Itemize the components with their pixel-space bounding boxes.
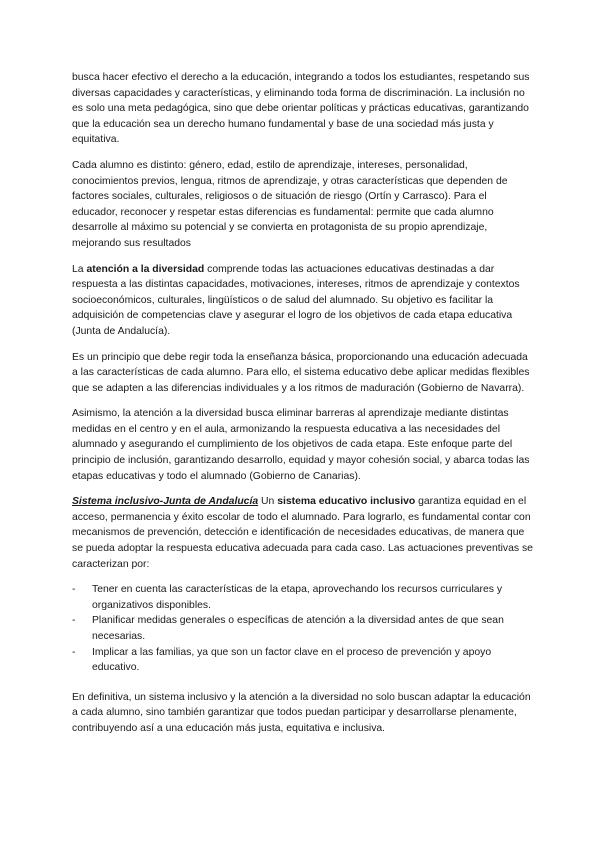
paragraph-attention-diversity [72, 262, 534, 340]
paragraph-inclusion-right: busca hacer efectivo el derecho a la educación, integrando a todos los estudiantes, respetando sus diversas capacidades y características, y eliminando toda forma de discriminación. La inclusión no es solo una meta pedagógica, sino que debe orientar políticas y prácticas educativas, garantizando que la educación sea un derecho humano fundamental y base de una sociedad más justa y equitativa. [72, 72, 530, 146]
paragraph-basic-principle: Es un principio que debe regir toda la enseñanza básica, proporcionando una educación adecuada a las características de cada alumno. Para ello, el sistema educativo debe aplicar medidas flexibles que se adapten a las diferencias individuales y a los ritmos de maduración (Gobierno de Navarra). [72, 351, 530, 394]
paragraph-inclusive-system [72, 494, 534, 572]
paragraph-barriers: Asimismo, la atención a la diversidad busca eliminar barreras al aprendizaje mediante distintas medidas en el centro y en el aula, armonizando la respuesta educativa a las necesidades del alumnado y asegurando el cumplimiento de los objetivos de cada etapa. Este enfoque parte del principio de inclusión, garantizando desarrollo, equidad y mayor cohesión social, y abarca todas las etapas educativas y todo el alumnado (Gobierno de Canarias). [72, 408, 530, 482]
list-item: - Planificar medidas generales o específicas de atención a la diversidad antes de que sean necesarias. [72, 615, 504, 642]
document-page [72, 70, 534, 747]
dash-bullet: - [72, 584, 76, 596]
paragraph-student-diversity: Cada alumno es distinto: género, edad, estilo de aprendizaje, intereses, personalidad, conocimientos previos, lengua, ritmos de aprendizaje, y otras características que dependen de factores sociales, culturales, religiosos o de situación de riesgo (Ortín y Carrasco). Para el educador, reconocer y respetar estas diferencias es fundamental: permite que cada alumno desarrolle al máximo su potencial y se convierta en protagonista de su propio aprendizaje, mejorando sus resultados [72, 159, 508, 249]
term-atencion-diversidad: atención a la diversidad [86, 263, 205, 275]
text-prefix: La [72, 263, 87, 275]
dash-bullet: - [72, 646, 76, 658]
paragraph-conclusion: En definitiva, un sistema inclusivo y la atención a la diversidad no solo buscan adaptar la educación a cada alumno, sino también garantizar que todos puedan participar y desarrollarse plenamente, contribuyendo así a una educación más justa, equitativa e inclusiva. [72, 691, 531, 734]
section-lead-sistema-inclusivo: Sistema inclusivo-Junta de Andalucía [72, 496, 259, 508]
text-body: comprende todas las actuaciones educativas destinadas a dar respuesta a las distintas capacidades, motivaciones, intereses, ritmos de aprendizaje y contextos socioeconómicos, culturales, lingüísticos o de salud del alumnado. Su objetivo es facilitar la adquisición de competencias clave y asegurar el logro de los objetivos de cada etapa educativa (Junta de Andalucía). [72, 263, 520, 337]
list-item: - Implicar a las familias, ya que son un factor clave en el proceso de prevención y apoyo educativo. [72, 646, 492, 674]
list-item: - Tener en cuenta las características de la etapa, aprovechando los recursos curriculares y organizativos disponibles. [72, 584, 503, 611]
term-sistema-educativo-inclusivo: sistema educativo inclusivo [277, 496, 416, 508]
text-body: garantiza equidad en el acceso, permanencia y éxito escolar de todo el alumnado. Para lograrlo, es fundamental contar con mecanismos de prevención, detección e identificación de necesidades educativas, de manera que se pueda adoptar la respuesta educativa adecuada para cada caso. Las actuaciones preventivas se caracterizan por: [72, 496, 533, 570]
text-mid: Un [258, 496, 278, 508]
preventive-actions-list [72, 582, 534, 676]
dash-bullet: - [72, 615, 76, 627]
